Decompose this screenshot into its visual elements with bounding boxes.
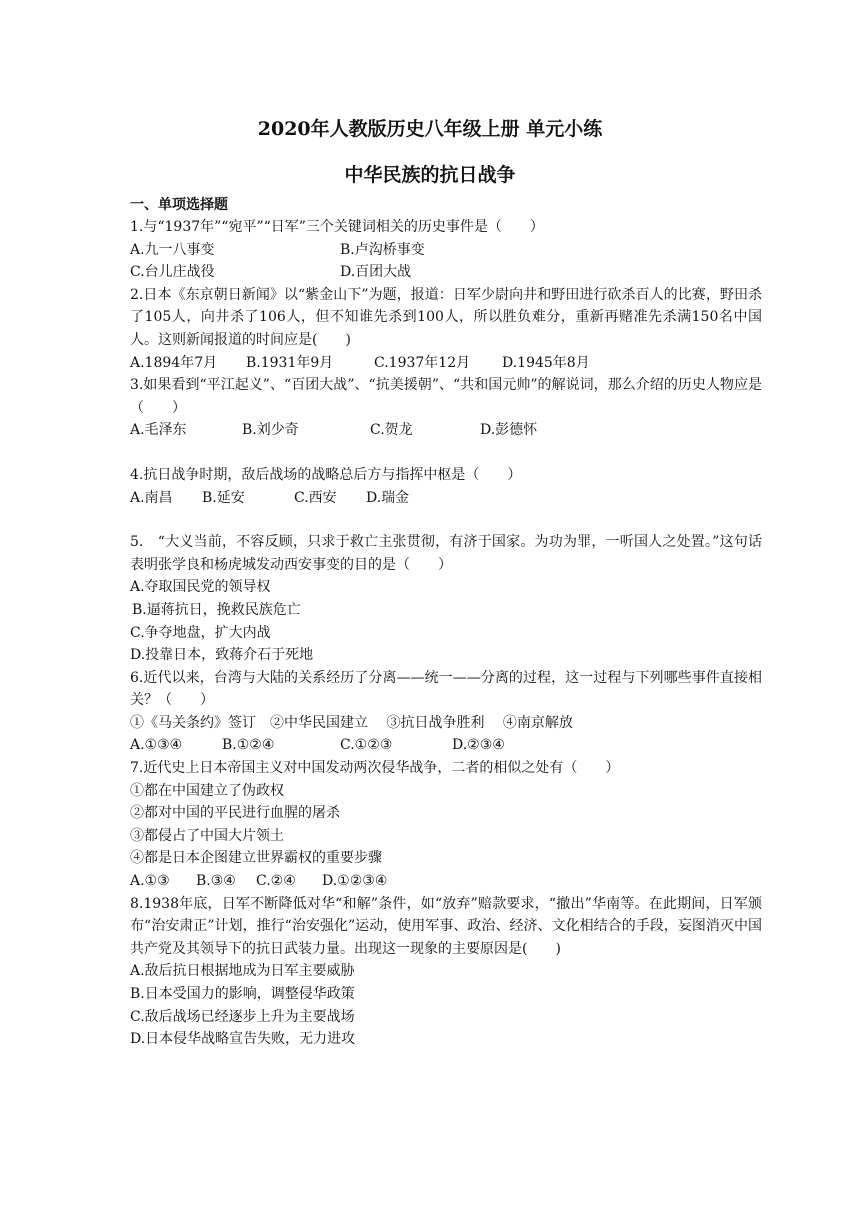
statement-item: ②都对中国的平民进行血腥的屠杀 bbox=[130, 805, 340, 822]
question-1 bbox=[130, 216, 762, 284]
option-b: B.刘少奇 bbox=[242, 422, 299, 439]
question-stem: 6.近代以来，台湾与大陆的关系经历了分离——统一——分离的过程，这一过程与下列哪些事件直接相关？（ ） bbox=[130, 669, 762, 709]
option-a: A.南昌 bbox=[130, 489, 173, 506]
option-d: D.投靠日本，致蒋介石于死地 bbox=[130, 647, 314, 664]
document-subtitle: 中华民族的抗日战争 bbox=[344, 164, 516, 186]
option-row bbox=[130, 487, 762, 510]
question-stem: 2.日本《东京朝日新闻》以“紫金山下”为题，报道：日军少尉向井和野田进行砍杀百人的比赛，野田杀了105人，向井杀了106人，但不知谁先杀到100人，所以胜负难分，重新再赌准先杀满150名中国人。这则新闻报道的时间应是( ) bbox=[130, 286, 762, 348]
statement-item: ①都在中国建立了伪政权 bbox=[130, 782, 284, 799]
spacer bbox=[130, 509, 762, 531]
option-a: A.九一八事变 bbox=[130, 241, 215, 258]
question-5 bbox=[130, 531, 762, 667]
option-row bbox=[130, 261, 762, 284]
question-stem: 1.与“1937年”“宛平”“日军”三个关键词相关的历史事件是（ ） bbox=[130, 219, 544, 235]
option-a: A.①③ bbox=[130, 873, 170, 890]
option-d: D.彭德怀 bbox=[480, 422, 538, 439]
option-b: B.逼蒋抗日，挽救民族危亡 bbox=[132, 601, 301, 618]
option-a: A.1894年7月 bbox=[130, 354, 218, 371]
option-d: D.1945年8月 bbox=[502, 354, 590, 371]
option-b: B.卢沟桥事变 bbox=[340, 241, 425, 258]
question-3 bbox=[130, 374, 762, 442]
question-8 bbox=[130, 893, 762, 1051]
question-6 bbox=[130, 667, 762, 757]
option-a: A.①③④ bbox=[130, 737, 183, 754]
option-d: D.日本侵华战略宣告失败，无力进攻 bbox=[130, 1031, 356, 1048]
option-c: C.争夺地盘，扩大内战 bbox=[130, 624, 271, 641]
option-row bbox=[130, 352, 762, 375]
option-b: B.延安 bbox=[202, 489, 245, 506]
question-stem: 3.如果看到“平江起义”、“百团大战”、“抗美援朝”、“共和国元帅”的解说词，那么介绍的历史人物应是（ ） bbox=[130, 377, 762, 416]
question-4 bbox=[130, 464, 762, 509]
option-b: B.③④ bbox=[196, 873, 236, 890]
option-d: D.瑞金 bbox=[366, 489, 410, 506]
option-d: D.①②③④ bbox=[322, 873, 388, 890]
statement-item: ④都是日本企图建立世界霸权的重要步骤 bbox=[130, 850, 382, 867]
question-list bbox=[130, 216, 762, 1051]
question-stem: 4.抗日战争时期，敌后战场的战略总后方与指挥中枢是（ ） bbox=[130, 466, 522, 483]
statement-list: ①《马关条约》签订 ②中华民国建立 ③抗日战争胜利 ④南京解放 bbox=[130, 714, 573, 731]
option-d: D.百团大战 bbox=[340, 264, 412, 281]
section-heading: 一、单项选择题 bbox=[130, 197, 228, 213]
option-c: C.敌后战场已经逐步上升为主要战场 bbox=[130, 1008, 355, 1025]
option-b: B.①②④ bbox=[222, 737, 275, 754]
spacer bbox=[130, 442, 762, 464]
option-row bbox=[130, 734, 762, 757]
option-row bbox=[130, 870, 762, 893]
option-d: D.②③④ bbox=[452, 737, 505, 754]
option-a: A.敌后抗日根据地成为日军主要威胁 bbox=[130, 963, 355, 980]
option-b: B.1931年9月 bbox=[246, 354, 334, 371]
option-c: C.①②③ bbox=[340, 737, 393, 754]
option-row bbox=[130, 239, 762, 262]
option-row bbox=[130, 419, 762, 442]
option-b: B.日本受国力的影响，调整侵华政策 bbox=[130, 986, 355, 1002]
option-a: A.毛泽东 bbox=[130, 422, 187, 439]
option-c: C.台儿庄战役 bbox=[130, 264, 215, 281]
document-title: 2020年人教版历史八年级上册 单元小练 bbox=[257, 118, 603, 140]
option-a: A.夺取国民党的领导权 bbox=[130, 579, 271, 596]
option-c: C.1937年12月 bbox=[374, 354, 471, 371]
question-stem: 5. “大义当前，不容反顾，只求于救亡主张贯彻，有济于国家。为功为罪，一听国人之处置。”这句话表明张学良和杨虎城发动西安事变的目的是（ ） bbox=[130, 534, 762, 573]
question-2 bbox=[130, 284, 762, 374]
question-stem: 8.1938年底，日军不断降低对华“和解”条件，如“放弃”赔款要求，“撤出”华南等。在此期间，日军颁布“治安肃正”计划，推行“治安强化”运动，使用军事、政治、经济、文化相结合的手段，妄图消灭中国共产党及其领导下的抗日武装力量。出现这一现象的主要原因是( ) bbox=[130, 895, 762, 957]
question-stem: 7.近代史上日本帝国主义对中国发动两次侵华战争，二者的相似之处有（ ） bbox=[130, 760, 620, 777]
question-7 bbox=[130, 757, 762, 893]
option-c: C.②④ bbox=[256, 873, 296, 890]
statement-item: ③都侵占了中国大片领土 bbox=[130, 827, 284, 844]
option-c: C.西安 bbox=[294, 489, 337, 506]
option-c: C.贺龙 bbox=[370, 422, 413, 439]
